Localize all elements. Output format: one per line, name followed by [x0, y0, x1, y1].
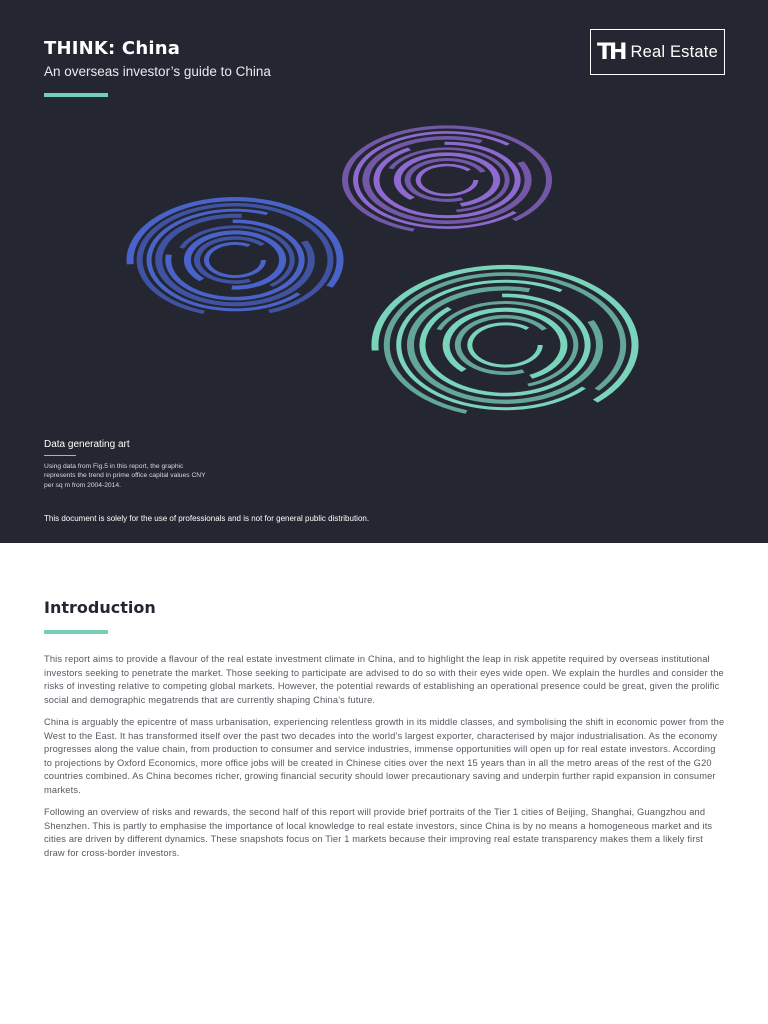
report-subtitle: An overseas investor’s guide to China: [44, 64, 271, 79]
spiral-ring: [470, 324, 540, 366]
distribution-disclaimer: This document is solely for the use of professionals and is not for general public distribution.: [44, 514, 370, 523]
spiral-ring: [397, 154, 496, 205]
report-title: THINK: China: [44, 38, 181, 59]
section-title: Introduction: [44, 598, 156, 617]
art-caption-text: Using data from Fig.5 in this report, the graphic represents the trend in prime office capital values CNY per sq m from 2004-2014.: [44, 463, 206, 489]
spiral-ring: [207, 243, 264, 276]
introduction-body: [44, 653, 726, 869]
spiral-ring: [187, 232, 282, 287]
teal-spiral: [375, 267, 635, 412]
title-accent-rule: [44, 93, 108, 97]
art-caption-title: Data generating art: [44, 439, 130, 450]
spiral-ring: [418, 165, 476, 195]
spiral-data-art: [120, 110, 650, 470]
intro-paragraph: Following an overview of risks and rewards, the second half of this report will provide brief portraits of the Tier 1 cities of Beijing, Shanghai, Guangzhou and Shenzhen. This is partly to emphasise the importance of local knowledge to real estate investors, since China is by no means a homogeneous market and its cities are driven by different dynamics. These snapshots focus on Tier 1 markets because their improving real estate transparency makes them a likely first draw for cross-border investors.: [44, 807, 713, 858]
spiral-ring: [399, 281, 584, 409]
blue-spiral: [130, 199, 340, 312]
logo-mark: TH: [597, 39, 625, 65]
brand-logo: [590, 29, 725, 75]
intro-paragraph: This report aims to provide a flavour of the real estate investment climate in China, and to highlight the leap in risk appetite required by overseas institutional investors seeking to penetrate the market. Those seeking to participate are advised to do so with their eyes wide open. We explain the hurdles and consider the risks of investing relative to competing global markets. However, the potential rewards of establishing an operational presence could be great, given the prolific social and demographic megatrends that are currently shaping China’s future.: [44, 654, 724, 705]
logo-text: Real Estate: [630, 42, 718, 61]
spiral-ring: [410, 288, 599, 401]
art-caption-rule: [44, 455, 76, 456]
intro-paragraph: China is arguably the epicentre of mass urbanisation, experiencing relentless growth in its middle classes, and symbolising the shift in economic power from the West to the East. It has transformed itself over the past two decades into the world’s largest exporter, characterised by major industrialisation. As the economy progresses along the value chain, from production to consumer and service industries, immense opportunities will open up for real estate investors. According to projections by Oxford Economics, more office jobs will be created in Chinese cities over the next 15 years than in all the metro areas of the rest of the G20 countries combined. As China becomes richer, growing financial security should lower precautionary saving and underpin further rapid expansion in consumer markets.: [44, 717, 725, 795]
spiral-ring: [159, 216, 312, 305]
purple-spiral: [345, 127, 549, 230]
spiral-ring: [366, 138, 528, 222]
section-accent-rule: [44, 630, 108, 634]
